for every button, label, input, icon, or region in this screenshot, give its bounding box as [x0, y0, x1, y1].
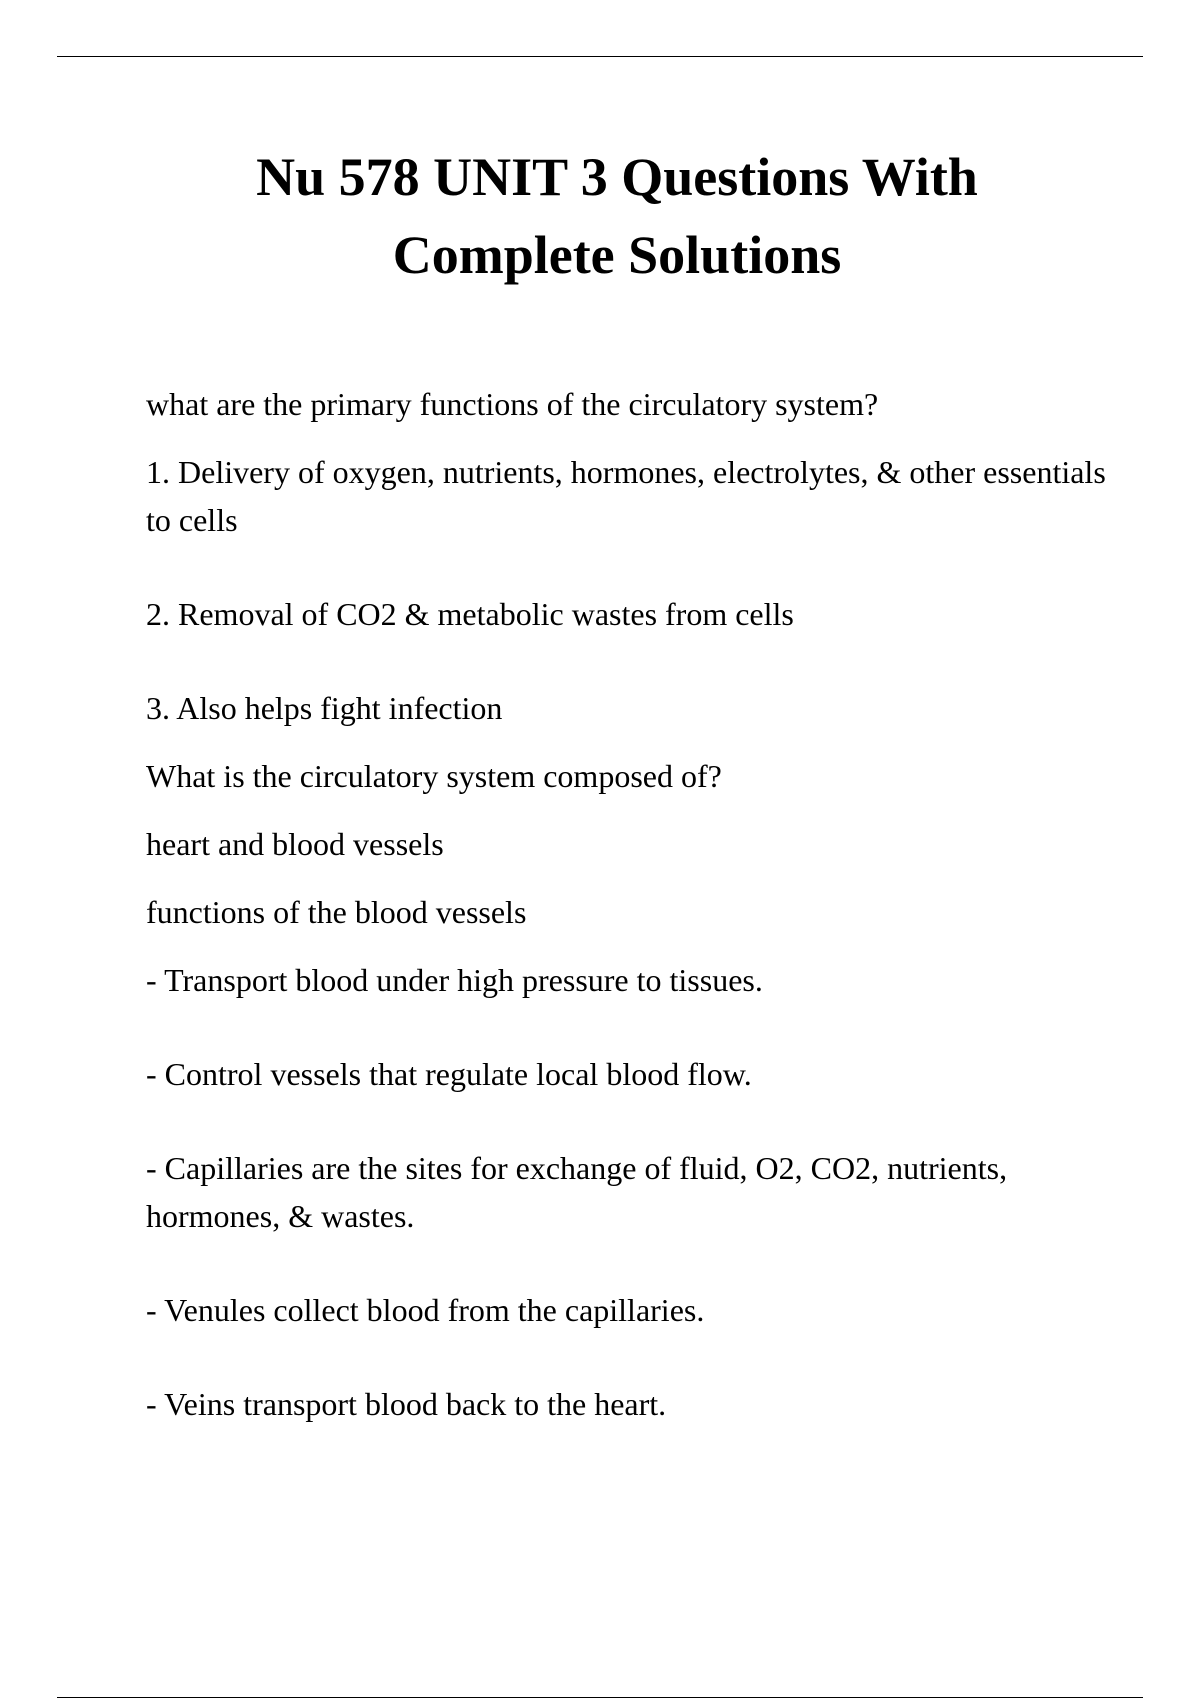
question-1: what are the primary functions of the circulatory system? [146, 386, 879, 422]
answer-1-3: 3. Also helps fight infection [146, 690, 503, 726]
answer-3-5: - Veins transport blood back to the heart. [146, 1386, 667, 1422]
qa-content [146, 380, 1106, 1448]
answer-3-1: - Transport blood under high pressure to tissues. [146, 962, 763, 998]
question-2: What is the circulatory system composed of? [146, 758, 722, 794]
answer-1-2: 2. Removal of CO2 & metabolic wastes from cells [146, 596, 794, 632]
answer-3-3: - Capillaries are the sites for exchange of fluid, O2, CO2, nutrients, hormones, & wastes. [146, 1150, 1008, 1234]
title-line-2: Complete Solutions [392, 225, 842, 285]
question-3: functions of the blood vessels [146, 894, 527, 930]
answer-1-1: 1. Delivery of oxygen, nutrients, hormones, electrolytes, & other essentials to cells [146, 454, 1106, 538]
title-line-1: Nu 578 UNIT 3 Questions With [256, 147, 978, 207]
bottom-rule [57, 1697, 1143, 1698]
page-title [0, 138, 1200, 294]
top-rule [57, 56, 1143, 57]
answer-3-2: - Control vessels that regulate local blood flow. [146, 1056, 752, 1092]
answer-3-4: - Venules collect blood from the capillaries. [146, 1292, 705, 1328]
answer-2-1: heart and blood vessels [146, 826, 444, 862]
